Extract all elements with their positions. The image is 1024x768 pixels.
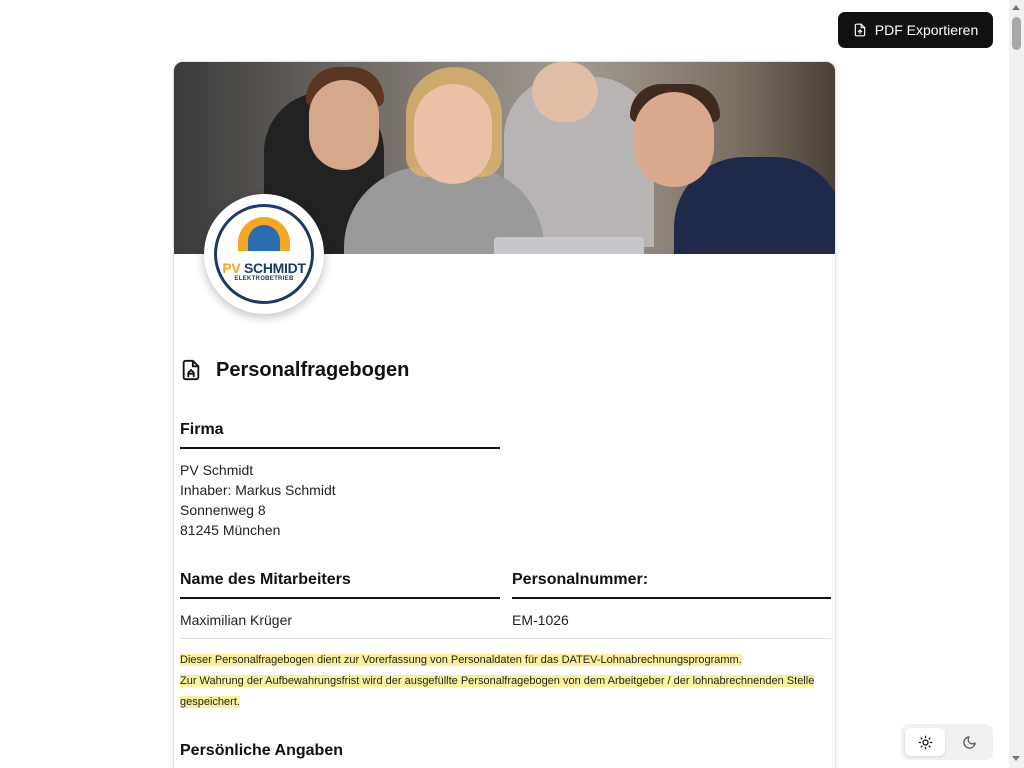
form-title-row (180, 358, 409, 382)
firma-line: Inhaber: Markus Schmidt (180, 482, 336, 498)
solar-panel-icon (248, 225, 280, 251)
pdf-export-button[interactable] (838, 12, 993, 48)
notice-line-1: Dieser Personalfragebogen dient zur Vorerfassung von Personaldaten für das DATEV-Lohnabrechnungsprogramm. (180, 654, 742, 666)
sun-icon (918, 735, 933, 750)
logo-subtitle: ELEKTROBETRIEB (234, 276, 294, 282)
firma-line: 81245 München (180, 522, 281, 538)
notice-text (180, 650, 831, 713)
page-title: Personalfragebogen (216, 358, 410, 381)
questionnaire-card (173, 61, 836, 768)
logo-brand-pv: PV (222, 260, 241, 276)
file-export-icon (853, 23, 867, 37)
moon-icon (962, 735, 977, 750)
light-mode-button[interactable] (905, 728, 945, 756)
logo-brand-schmidt: SCHMIDT (243, 260, 306, 276)
page-scrollbar[interactable] (1009, 0, 1024, 768)
personal-details-heading: Persönliche Angaben (180, 742, 343, 759)
file-user-icon (180, 358, 202, 382)
employee-name-value: Maximilian Krüger (180, 612, 293, 628)
divider (180, 638, 831, 639)
personnel-number-value: EM-1026 (512, 612, 569, 628)
firma-line: PV Schmidt (180, 462, 254, 478)
scroll-up-arrow-icon[interactable] (1012, 5, 1020, 10)
notice-line-2: Zur Wahrung der Aufbewahrungsfrist wird der ausgefüllte Personalfragebogen von dem Arbeitgeber / der lohnabrechnenden Stelle gespeichert. (180, 675, 815, 708)
company-logo (204, 194, 324, 314)
firma-line: Sonnenweg 8 (180, 502, 266, 518)
firma-address (180, 460, 336, 540)
scrollbar-thumb[interactable] (1012, 17, 1021, 50)
firma-heading: Firma (180, 421, 500, 449)
pdf-export-label: PDF Exportieren (874, 22, 979, 38)
theme-toggle (901, 724, 993, 760)
scroll-down-arrow-icon[interactable] (1012, 756, 1020, 761)
dark-mode-button[interactable] (949, 728, 989, 756)
personnel-number-heading: Personalnummer: (512, 571, 831, 599)
employee-name-heading: Name des Mitarbeiters (180, 571, 500, 599)
